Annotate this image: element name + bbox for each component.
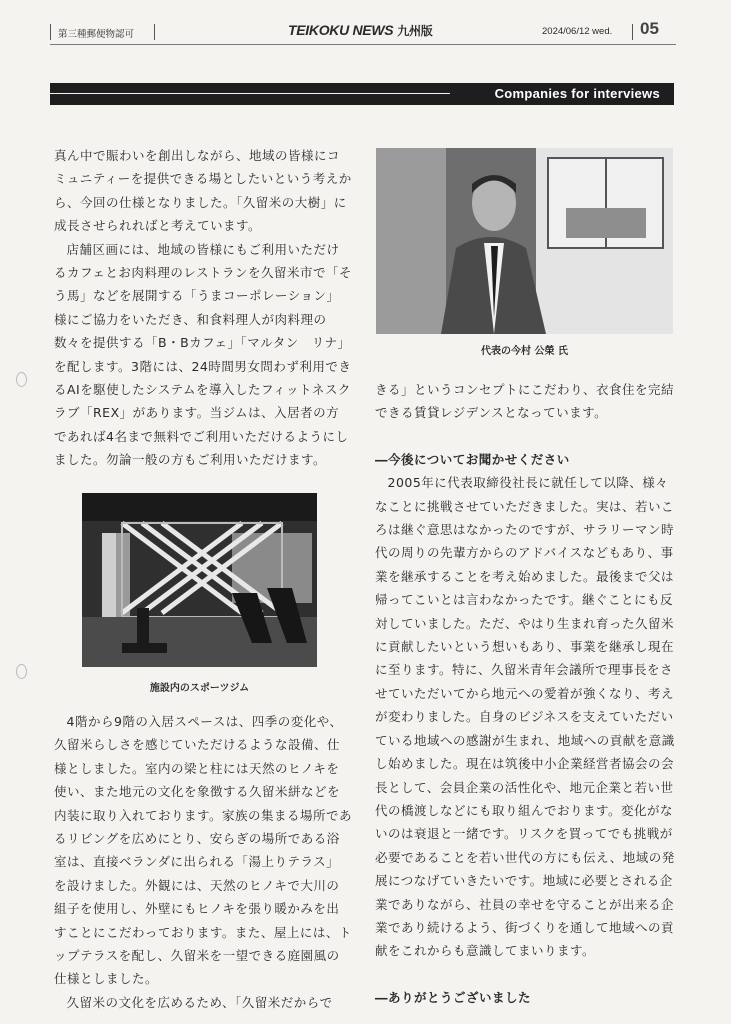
body-paragraph: きる」というコンセプトにこだわり、衣食住を完結できる賃貸レジデンスとなっています。: [375, 382, 675, 421]
punch-hole-mark: [16, 372, 27, 387]
header-divider: [632, 24, 633, 40]
body-paragraph: 真ん中で賑わいを創出しながら、地域の皆様にコミュニティーを提供できる場としたいという考えから、今回の仕様となりました。「久留米の大樹」に成長させられればと考えています。: [54, 148, 352, 234]
interview-answer: 2005年に代表取締役社長に就任して以降、様々なことに挑戦させていただきました。実は、若いころは継ぐ意思はなかったのですが、サラリーマン時代の周りの先輩方からのアドバイスなどもあり、事業を継承することを考え始めました。最後まで父は帰ってこいとは言わなかったです。継ぐことにも反対していました。ただ、やはり生まれ育った久留米に貢献したいという想いもあり、事業を継承し現在に至ります。特に、久留米青年会議所で理事長をさせていただいてから地元への愛着が強くなり、考えが変わりました。自身のビジネスを支えていただいている地域への感謝が生まれ、地域への貢献を意識し始めました。現在は筑後中小企業経営者協会の会長として、会員企業の活性化や、地元企業と若い世代の橋渡しなどにも取り組んでおります。変化がないのは衰退と一緒です。リスクを買ってでも挑戦が必要であることを若い世代の方にも伝え、地域の発展につなげていきたいです。地域に必要とされる企業でありながら、社員の幸せを守ることが出来る企業であり続けるよう、街づくりを通して地域への貢献をこれからも意識してまいります。: [375, 475, 675, 959]
portrait-photo-illustration: [376, 148, 673, 334]
spacer: [375, 425, 675, 448]
left-column-bottom: [54, 710, 352, 1014]
postal-permit: 第三種郵便物認可: [58, 29, 135, 40]
header-divider: [50, 24, 51, 40]
closing-line: ―ありがとうございました: [375, 989, 532, 1005]
body-paragraph: 4階から9階の入居スペースは、四季の変化や、久留米らしさを感じていただけるような設備、仕様としました。室内の梁と柱には天然のヒノキを使い、また地元の文化を象徴する久留米絣などを内装に取り入れております。家族の集まる場所であるリビングを広めにとり、安らぎの場所である浴室は、直接ベランダに出られる「湯上りテラス」を設けました。外観には、天然のヒノキで大川の組子を使用し、外壁にもヒノキを張り暖かみを出すことにこだわっております。また、屋上には、トップテラスを配し、久留米を一望できる庭園風の仕様としました。: [54, 714, 353, 987]
punch-hole-mark: [16, 664, 27, 679]
portrait-caption: 代表の今村 公榮 氏: [481, 346, 568, 357]
edition-label: 九州版: [397, 24, 433, 38]
section-title: Companies for interviews: [494, 86, 660, 101]
header-rule: [50, 44, 676, 45]
header-divider: [154, 24, 155, 40]
body-paragraph: 店舗区画には、地域の皆様にもご利用いただけるカフェとお肉料理のレストランを久留米市で「そう馬」などを展開する「うまコーポレーション」様にご協力をいただき、和食料理人が肉料理の数々を提供する「B・Bカフェ」「マルタン リナ」を配します。3階には、24時間男女問わず利用できるAIを駆使したシステムを導入したフィットネスクラブ「REX」があります。当ジムは、入居者の方であれば4名まで無料でご利用いただけるようにしました。勿論一般の方もご利用いただけます。: [54, 241, 353, 468]
masthead: [288, 22, 432, 39]
issue-date: 2024/06/12 wed.: [542, 26, 613, 37]
body-paragraph: 久留米の文化を広めるため、「久留米だからで: [66, 994, 333, 1010]
gym-photo: [82, 493, 317, 667]
page-header: [50, 18, 676, 46]
left-column-top: [54, 144, 352, 472]
interview-question: ―今後についてお聞かせください: [375, 451, 570, 467]
portrait-photo: [376, 148, 673, 334]
spacer: [375, 963, 675, 986]
brand-name: TEIKOKU NEWS: [288, 22, 394, 38]
page-number: 05: [640, 19, 659, 38]
gym-photo-caption: 施設内のスポーツジム: [149, 683, 250, 694]
right-column: [375, 378, 675, 1009]
gym-photo-illustration: [82, 493, 317, 667]
section-banner: [50, 83, 674, 105]
banner-stripe: [50, 93, 450, 94]
